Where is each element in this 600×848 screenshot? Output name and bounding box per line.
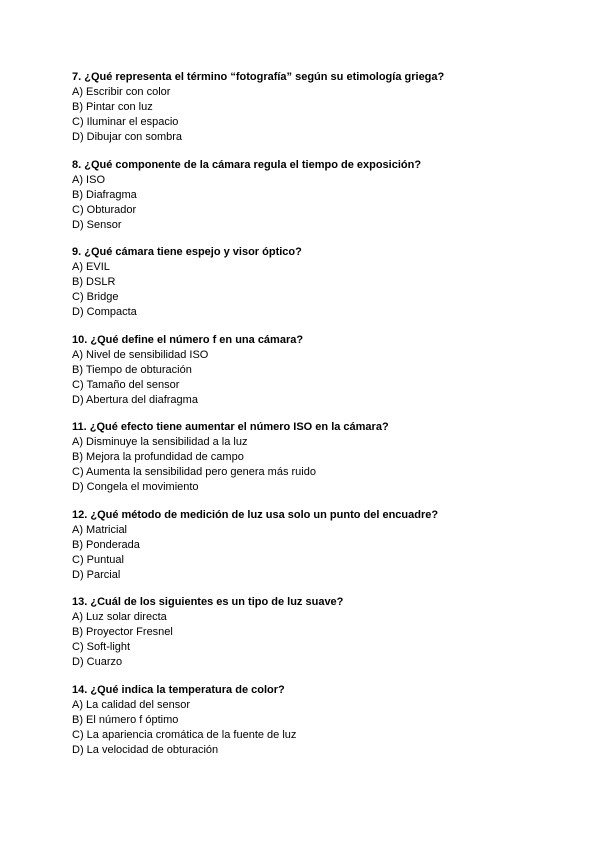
question-8 (72, 158, 572, 233)
option-c: C) Tamaño del sensor (72, 378, 180, 391)
option-c: C) Obturador (72, 203, 137, 216)
question-12 (72, 508, 572, 583)
question-title: 10. ¿Qué define el número f en una cámara? (72, 333, 304, 346)
question-title: 11. ¿Qué efecto tiene aumentar el número ISO en la cámara? (72, 421, 389, 433)
option-d: D) Sensor (72, 218, 122, 231)
option-d: D) Parcial (72, 568, 121, 581)
option-c: C) Puntual (72, 553, 124, 566)
option-a: A) Matricial (72, 523, 128, 536)
option-c: C) La apariencia cromática de la fuente de luz (72, 728, 297, 741)
option-b: B) DSLR (72, 276, 116, 288)
option-b: B) Tiempo de obturación (72, 363, 192, 376)
option-a: A) EVIL (72, 261, 110, 273)
question-title: 14. ¿Qué indica la temperatura de color? (72, 683, 285, 696)
question-title: 12. ¿Qué método de medición de luz usa solo un punto del encuadre? (72, 508, 439, 521)
question-11 (72, 420, 572, 495)
question-title: 7. ¿Qué representa el término “fotografía” según su etimología griega? (72, 71, 445, 83)
question-14 (72, 683, 572, 758)
option-a: A) Escribir con color (72, 86, 171, 98)
question-13 (72, 595, 572, 670)
option-b: B) Diafragma (72, 188, 137, 201)
question-10 (72, 333, 572, 408)
option-c: C) Bridge (72, 291, 119, 303)
option-b: B) Mejora la profundidad de campo (72, 451, 244, 463)
option-a: A) Disminuye la sensibilidad a la luz (72, 436, 248, 448)
option-b: B) Proyector Fresnel (72, 626, 173, 638)
option-a: A) Nivel de sensibilidad ISO (72, 348, 209, 361)
option-d: D) La velocidad de obturación (72, 743, 219, 756)
question-7 (72, 70, 572, 145)
option-b: B) El número f óptimo (72, 713, 179, 726)
question-title: 13. ¿Cuál de los siguientes es un tipo de luz suave? (72, 596, 344, 608)
option-a: A) ISO (72, 173, 106, 186)
option-c: C) Soft-light (72, 641, 131, 653)
option-d: D) Dibujar con sombra (72, 131, 183, 143)
option-c: C) Iluminar el espacio (72, 116, 179, 128)
option-b: B) Pintar con luz (72, 101, 153, 113)
option-b: B) Ponderada (72, 538, 140, 551)
option-a: A) Luz solar directa (72, 611, 167, 623)
option-a: A) La calidad del sensor (72, 698, 191, 711)
question-title: 9. ¿Qué cámara tiene espejo y visor óptico? (72, 246, 302, 258)
question-9 (72, 245, 572, 320)
option-d: D) Compacta (72, 306, 137, 318)
option-c: C) Aumenta la sensibilidad pero genera más ruido (72, 466, 316, 478)
question-title: 8. ¿Qué componente de la cámara regula el tiempo de exposición? (72, 158, 422, 171)
option-d: D) Cuarzo (72, 656, 123, 668)
quiz-page (72, 70, 572, 770)
option-d: D) Abertura del diafragma (72, 393, 198, 406)
option-d: D) Congela el movimiento (72, 481, 199, 493)
